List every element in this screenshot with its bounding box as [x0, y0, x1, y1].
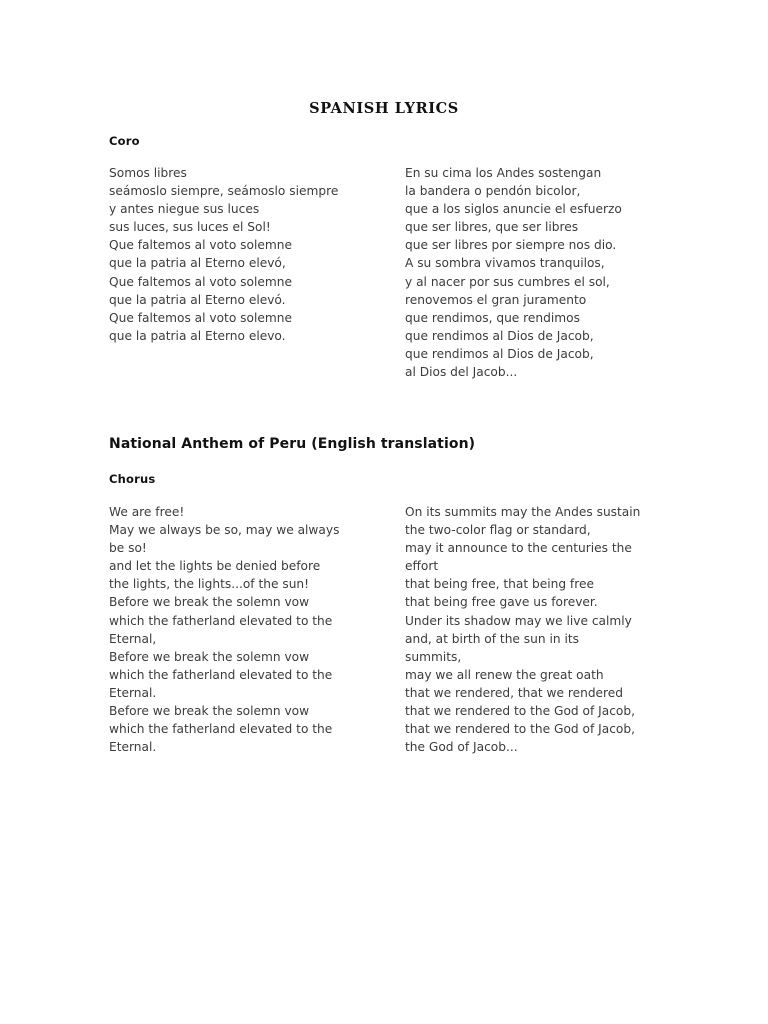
english-section-heading: National Anthem of Peru (English translation)	[109, 436, 476, 452]
lyric-line: Before we break the solemn vow	[109, 649, 310, 664]
lyric-line: which the fatherland elevated to the	[109, 613, 333, 628]
lyric-line: Eternal.	[109, 685, 157, 700]
lyric-line: sus luces, sus luces el Sol!	[109, 220, 271, 235]
lyric-line: may we all renew the great oath	[405, 667, 604, 682]
lyric-line: We are free!	[109, 505, 185, 519]
lyric-line: May we always be so, may we always	[109, 523, 340, 538]
lyric-line: and let the lights be denied before	[109, 559, 321, 574]
lyric-line: En su cima los Andes sostengan	[405, 166, 602, 180]
lyric-line: may it announce to the centuries the	[405, 541, 632, 556]
english-chorus-heading: Chorus	[109, 472, 156, 486]
spanish-lyrics-right-column	[405, 164, 670, 381]
lyric-line: que rendimos, que rendimos	[405, 310, 580, 325]
lyric-line: summits,	[405, 649, 462, 664]
lyric-line: y al nacer por sus cumbres el sol,	[405, 274, 610, 289]
lyric-line: Somos libres	[109, 166, 187, 180]
lyric-line: A su sombra vivamos tranquilos,	[405, 256, 605, 271]
lyric-line: that being free, that being free	[405, 577, 594, 592]
lyric-line: que a los siglos anuncie el esfuerzo	[405, 202, 622, 217]
lyric-line: that being free gave us forever.	[405, 595, 598, 610]
lyric-line: that we rendered to the God of Jacob,	[405, 704, 635, 719]
lyric-line: Que faltemos al voto solemne	[109, 274, 292, 289]
lyric-line: seámoslo siempre, seámoslo siempre	[109, 184, 339, 199]
lyric-line: que ser libres, que ser libres	[405, 220, 579, 235]
lyric-line: the lights, the lights...of the sun!	[109, 577, 310, 592]
lyric-line: la bandera o pendón bicolor,	[405, 184, 581, 199]
lyric-line: be so!	[109, 541, 147, 556]
lyric-line: which the fatherland elevated to the	[109, 667, 333, 682]
lyric-line: y antes niegue sus luces	[109, 202, 260, 217]
lyric-line: que la patria al Eterno elevó.	[109, 292, 286, 307]
english-lyrics-left-column	[109, 503, 399, 756]
lyric-line: that we rendered to the God of Jacob,	[405, 722, 635, 737]
lyric-line: that we rendered, that we rendered	[405, 685, 624, 700]
english-lyrics-right-column	[405, 503, 673, 756]
spanish-chorus-heading: Coro	[109, 134, 140, 148]
lyric-line: the two-color flag or standard,	[405, 523, 591, 538]
lyric-line: Que faltemos al voto solemne	[109, 310, 292, 325]
lyric-line: que rendimos al Dios de Jacob,	[405, 346, 594, 361]
spanish-lyrics-left-column	[109, 164, 399, 345]
lyric-line: Eternal,	[109, 631, 157, 646]
lyric-line: and, at birth of the sun in its	[405, 631, 579, 646]
lyric-line: On its summits may the Andes sustain	[405, 505, 641, 519]
lyric-line: which the fatherland elevated to the	[109, 722, 333, 737]
lyric-line: Eternal.	[109, 740, 157, 755]
page-title: SPANISH LYRICS	[309, 100, 459, 117]
lyric-line: que la patria al Eterno elevó,	[109, 256, 286, 271]
lyric-line: Under its shadow may we live calmly	[405, 613, 632, 628]
lyric-line: Before we break the solemn vow	[109, 704, 310, 719]
lyric-line: Que faltemos al voto solemne	[109, 238, 292, 253]
lyric-line: que la patria al Eterno elevo.	[109, 328, 286, 343]
lyric-line: que ser libres por siempre nos dio.	[405, 238, 617, 253]
lyric-line: the God of Jacob...	[405, 740, 518, 755]
lyric-line: effort	[405, 559, 439, 574]
lyric-line: al Dios del Jacob...	[405, 365, 518, 380]
lyric-line: Before we break the solemn vow	[109, 595, 310, 610]
lyric-line: que rendimos al Dios de Jacob,	[405, 328, 594, 343]
lyric-line: renovemos el gran juramento	[405, 292, 587, 307]
